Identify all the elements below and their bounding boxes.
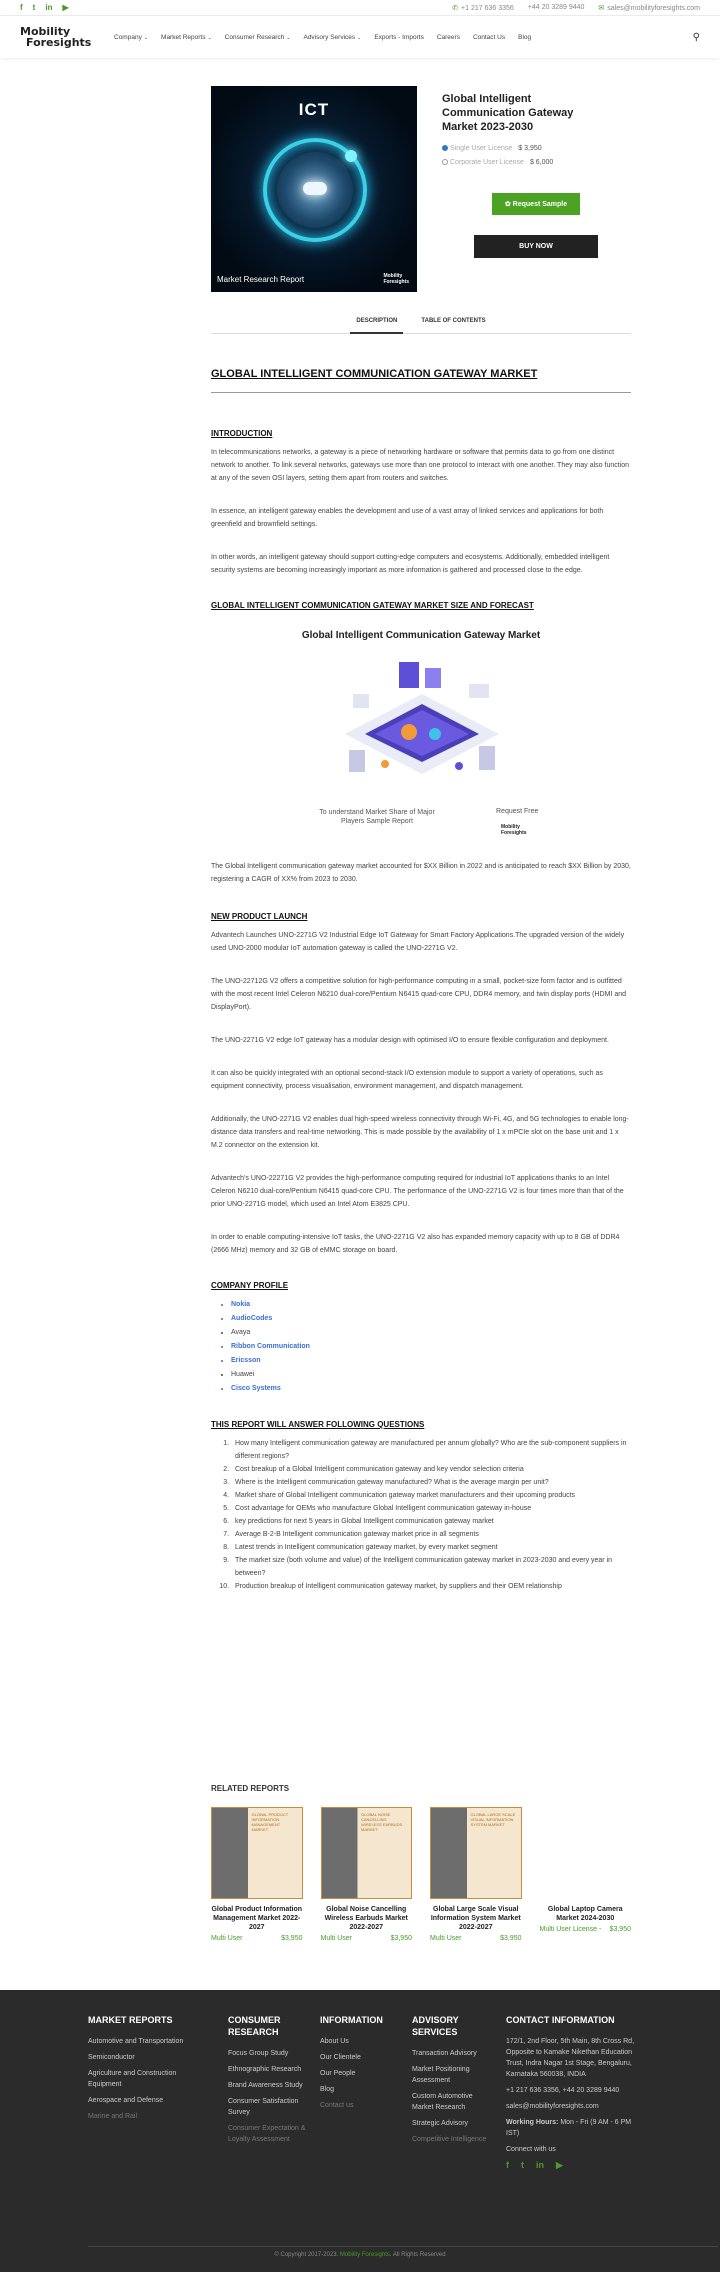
phone-icon: ✆ [452,4,459,12]
isometric-illustration [329,654,515,792]
list-item: 7. Average B-2-B Intelligent communication gateway market price in all segments [231,1528,631,1541]
chevron-down-icon: ⌄ [143,34,149,41]
phone-2[interactable]: +44 20 3289 9440 [527,3,585,11]
main-nav [0,16,720,58]
chevron-down-icon: ⌄ [357,34,362,41]
launch-heading: NEW PRODUCT LAUNCH [211,912,308,921]
phone-1[interactable]: ✆ +1 217 636 3356 [452,4,514,12]
linkedin-icon[interactable]: in [536,2160,544,2170]
list-item: 6. key predictions for next 5 years in Global Intelligent communication gateway market [231,1515,631,1528]
linkedin-icon[interactable]: in [45,3,53,12]
questions-list [231,1437,631,1593]
report-thumbnail[interactable]: GLOBAL LARGE SCALE VISUAL INFORMATION SYSTEM MARKET [430,1807,522,1899]
list-item: 4. Market share of Global Intelligent communication gateway market manufacturers and their upcoming products [231,1489,631,1502]
twitter-icon[interactable]: t [32,3,36,12]
email-link[interactable]: ✉ sales@mobilityforesights.com [598,4,700,12]
chevron-down-icon: ⌄ [286,34,291,41]
company-audiocodes[interactable]: • AudioCodes [231,1312,631,1326]
related-card[interactable]: GLOBAL NOISE CANCELLING WIRELESS EARBUDS MARKET Global Noise Cancelling Wireless Earbuds Market 2022-2027 Multi User $3,950 [321,1807,413,1942]
footer-social [506,2160,636,2171]
size-heading: GLOBAL INTELLIGENT COMMUNICATION GATEWAY MARKET SIZE AND FORECAST [211,601,534,610]
license-corporate[interactable]: Corporate User License $ 6,000 [442,156,553,169]
questions-heading: THIS REPORT WILL ANSWER FOLLOWING QUESTIONS [211,1420,425,1429]
top-bar [0,0,720,16]
radio-selected-icon[interactable] [442,145,448,151]
divider [211,392,631,393]
tab-description[interactable]: DESCRIPTION [350,312,403,334]
related-card[interactable]: GLOBAL LARGE SCALE VISUAL INFORMATION SYSTEM MARKET Global Large Scale Visual Information System Market 2022-2027 Multi User $3,950 [430,1807,522,1942]
request-sample-button[interactable]: ✿ Request Sample [492,193,580,215]
list-item: 10. Production breakup of Intelligent communication gateway market, by suppliers and their OEM relationship [231,1580,631,1593]
site-footer [0,1990,720,2272]
company-list [231,1298,631,1396]
intro-heading: INTRODUCTION [211,429,273,438]
nav-contact-us[interactable]: Contact Us [472,33,506,41]
company-ribbon[interactable]: • Ribbon Communication [231,1340,631,1354]
company-nokia[interactable]: • Nokia [231,1298,631,1312]
company-cisco[interactable]: • Cisco Systems [231,1382,631,1396]
article: GLOBAL INTELLIGENT COMMUNICATION GATEWAY MARKET INTRODUCTION In telecommunications networks, a gateway is a piece of networking hardware or software that permits data to go from one distinct network to another. To link several networks, gateways use more than one protocol to interact with one another. They may also function at any of the seven OSI layers, setting them apart from routers and switches. In essence, an intelligent gateway enables the development and use of a vast array of linked services and applications for both greenfield and brownfield settings. In other words, an intelligent gateway should support cutting-edge computers and ecosystems. Additionally, embedded intelligent security systems are becoming increasingly important as more information is gathered and processed close to the edge. GLOBAL INTELLIGENT COMMUNICATION GATEWAY MARKET SIZE AND FORECAST Global Intelligent Communication Gateway Market To understand Market Share of Major Players Sample Report Request Free Mobility Foresights The Global Intelligent communication gateway market accounted for $XX Billion in 2022 and is anticipated to reach $XX Billion by 2030, registering a CAGR of XX% from 2023 to 2030. NEW PRODUCT LAUNCH Advantech Launches UNO-2271G V2 Industrial Edge IoT Gateway for Smart Factory Applications.The upgraded version of the widely used UNO-2000 modular IoT automation gateway is called the UNO-2271G V2. The UNO-22712G V2 offers a competitive solution for high-performance computing in a small, pocket-size form factor and is outfitted with the most recent Intel Celeron N6210 dual-core/Pentium N6415 quad-core CPU, DDR4 memory, and twin display ports (HDMI and DisplayPort). The UNO-2271G V2 edge IoT gateway has a modular design with optimised I/O to ensure flexible configuration and deployment. It can also be quickly integrated with an optional second-stack I/O extension module to support a variety of operations, such as equipment connectivity, process visualisation, environment management, and dispatch management. Additionally, the UNO-2271G V2 enables dual high-speed wireless connectivity through Wi-Fi, 4G, and 5G technologies to enable long-distance data transfers and real-time networking. This is made possible by the availability of 1 x mPCIe slot on the base unit and 1 x M.2 connector on the extension kit. Advantech's UNO-22271G V2 provides the high-performance computing required for industrial IoT applications thanks to an Intel Celeron N6210 dual-core/Pentium N6415 quad-core CPU. The performance of the UNO-2271G V2 is four times more than that of the prior UNO-2271G model, which used an Intel Atom E3825 CPU. In order to enable computing-intensive IoT tasks, the UNO-2271G V2 also has expanded memory capacity with up to 8 GB of DDR4 (2666 MHz) memory and 32 GB of eMMC storage on board. COMPANY PROFILE • Nokia • AudioCodes • Avaya • Ribbon Communication • Ericsson • Huawei • Cisco Systems THIS REPORT WILL ANSWER FOLLOWING QUESTIONS 1. How many Intelligent communication gateway are manufactured per annum globally? Who are the sub-component suppliers in different regions? 2. Cost breakup of a Global Intelligent communication gateway and key vendor selection criteria 3. Where is the Intelligent communication gateway manufactured? What is the average margin per unit? 4. Market share of Global Intelligent communication gateway market manufacturers and their upcoming products 5. Cost advantage for OEMs who manufacture Global Intelligent communication gateway in-house 6. key predictions for next 5 years in Global Intelligent communication gateway market 7. Average B-2-B Intelligent communication gateway market price in all segments 8. Latest trends in Intelligent communication gateway market, by every market segment 9. The market size (both volume and value) of the Intelligent communication gateway market in 2023-2030 and every year in between? 10. Production breakup of Intelligent communication gateway market, by suppliers and their OEM relationship [211,368,631,1593]
facebook-icon[interactable]: f [20,3,23,12]
cloud-icon [303,182,327,195]
company-huawei: • Huawei [231,1368,631,1382]
article-title: GLOBAL INTELLIGENT COMMUNICATION GATEWAY MARKET [211,368,538,380]
cover-logo: Mobility Foresights [383,273,409,285]
tab-table-of-contents[interactable]: TABLE OF CONTENTS [421,318,486,324]
nav-careers[interactable]: Careers [436,33,460,41]
market-figure[interactable]: Global Intelligent Communication Gateway Market To understand Market Share of Major Players Sample Report Request Free Mobility Foresights [301,630,541,836]
footer-advisory: ADVISORY SERVICES Transaction Advisory Market Positioning Assessment Custom Automotive Market Research Strategic Advisory Competitive Intelligence [412,2015,487,2143]
report-cover-image: ICT Market Research Report Mobility Foresights [211,86,417,292]
company-avaya: • Avaya [231,1326,631,1340]
youtube-icon[interactable]: ▶ [556,2160,563,2170]
nav-advisory-services[interactable]: Advisory Services ⌄ [303,33,362,41]
nav-market-reports[interactable]: Market Reports ⌄ [161,33,212,41]
report-thumbnail[interactable]: GLOBAL NOISE CANCELLING WIRELESS EARBUDS MARKET [321,1807,413,1899]
radio-icon[interactable] [442,159,448,165]
related-card[interactable]: Global Laptop Camera Market 2024-2030 Multi User License - $3,950 [540,1807,632,1942]
copyright: © Copyright 2017-2023. Mobility Foresights. All Rights Reserved [274,2252,446,2258]
footer-contact: CONTACT INFORMATION 172/1, 2nd Floor, 5th Main, 8th Cross Rd, Opposite to Kamake Nikethan Education Trust, Indra Nagar 1st Stage, Bengaluru, Karnataka 560038, INDIA +1 217 636 3356, +44 20 3289 9440 sales@mobilityforesights.com Working Hours: Mon - Fri (9 AM - 6 PM IST) Connect with us f t in ▶ [506,2015,635,2170]
report-thumbnail[interactable]: GLOBAL PRODUCT INFORMATION MANAGEMENT MARKET [211,1807,303,1899]
related-card[interactable]: GLOBAL PRODUCT INFORMATION MANAGEMENT MARKET Global Product Information Management Market 2022-2027 Multi User $3,950 [211,1807,303,1942]
site-logo[interactable]: Mobility Foresights [20,25,92,49]
youtube-icon[interactable]: ▶ [62,3,69,12]
company-ericsson[interactable]: • Ericsson [231,1354,631,1368]
figure-logo: Mobility Foresights [501,824,527,836]
product-title: Global Intelligent Communication Gateway Market 2023-2030 [442,93,574,133]
mail-icon: ✉ [598,4,605,12]
list-item: 2. Cost breakup of a Global Intelligent communication gateway and key vendor selection criteria [231,1463,631,1476]
footer-information: INFORMATION About Us Our Clientele Our People Blog Contact us [320,2015,383,2109]
nav-menu [114,34,531,41]
list-item: 5. Cost advantage for OEMs who manufacture Global Intelligent communication gateway in-house [231,1502,631,1515]
nav-consumer-research[interactable]: Consumer Research ⌄ [224,33,291,41]
nav-blog[interactable]: Blog [518,33,532,41]
list-item: 3. Where is the Intelligent communication gateway manufactured? What is the average margin per unit? [231,1476,631,1489]
top-contact [452,4,700,12]
list-item: 9. The market size (both volume and value) of the Intelligent communication gateway market in 2023-2030 and every year in between? [231,1554,631,1580]
nav-company[interactable]: Company ⌄ [114,33,149,41]
content-tabs [211,312,631,334]
facebook-icon[interactable]: f [506,2160,509,2170]
report-thumbnail[interactable] [540,1807,632,1899]
license-single[interactable]: Single User License $ 3,950 [442,142,542,155]
chevron-down-icon: ⌄ [207,34,212,41]
buy-now-button[interactable]: BUY NOW [474,235,598,258]
twitter-icon[interactable]: t [521,2160,524,2170]
related-reports: RELATED REPORTS GLOBAL PRODUCT INFORMATION MANAGEMENT MARKET Global Product Information Management Market 2022-2027 Multi User $3,950 GLOBAL NOISE CANCELLING WIRELESS EARBUDS MARKET Global Noise Cancelling Wireless Earbuds Market 2022-2027 Multi User $3,950 GLOBAL LARGE SCALE VISUAL INFORMATION SYSTEM MARKET Global Large Scale Visual Information System Market 2022-2027 Multi User $3,950 Global Laptop Camera Market 2024-2030 Multi User License - $3,950 [211,1784,631,1942]
nav-exports-imports[interactable]: Exports - Imports [374,33,424,41]
footer-divider [88,2246,718,2247]
search-icon[interactable]: ⚲ [692,31,700,43]
footer-consumer-research: CONSUMER RESEARCH Focus Group Study Ethnographic Research Brand Awareness Study Consumer Satisfaction Survey Consumer Expectation & Loyalty Assessment [228,2015,306,2143]
company-heading: COMPANY PROFILE [211,1281,289,1290]
social-links [20,3,69,12]
footer-market-reports: MARKET REPORTS Automotive and Transportation Semiconductor Agriculture and Construction Equipment Aerospace and Defense Marine and Rail [88,2015,184,2120]
list-item: 1. How many Intelligent communication gateway are manufactured per annum globally? Who are the sub-component suppliers in different regions? [231,1437,631,1463]
glow-icon [345,150,357,162]
list-item: 8. Latest trends in Intelligent communication gateway market, by every market segment [231,1541,631,1554]
